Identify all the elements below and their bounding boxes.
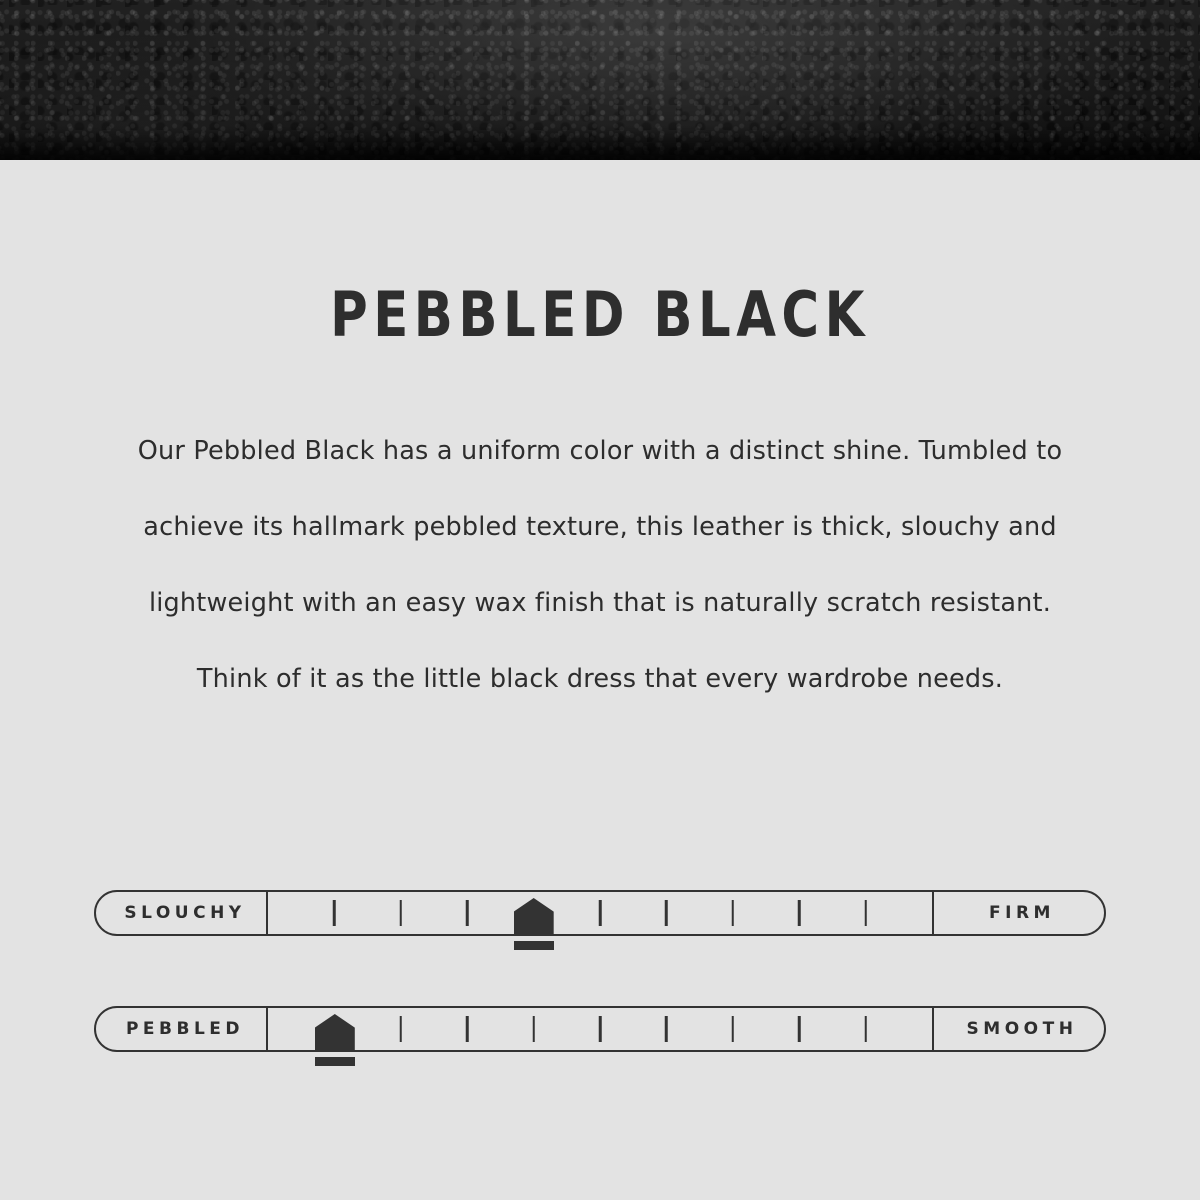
scale-tick [466,900,469,926]
scale-texture-ticks [268,1008,932,1050]
description-line-4: Think of it as the little black dress that every wardrobe needs. [196,664,1004,694]
scale-firmness-right-label: FIRM [932,892,1104,934]
scale-tick [333,1016,336,1042]
scale-tick [864,1016,867,1042]
scale-tick [466,1016,469,1042]
leather-bottom-shadow [0,126,1200,160]
scale-texture-right-label: SMOOTH [932,1008,1104,1050]
scale-tick [665,1016,668,1042]
scale-firmness-ticks [268,892,932,934]
scale-firmness-left-label: SLOUCHY [96,892,268,934]
scale-tick [532,1016,535,1042]
scale-tick [400,1016,403,1042]
scale-texture-track[interactable] [94,1006,1106,1052]
product-description [120,413,1080,717]
scale-texture [94,1006,1106,1058]
scale-tick [798,900,801,926]
attribute-scales [0,890,1200,1058]
description-line-3: lightweight with an easy wax finish that is naturally scratch resistant. [148,588,1052,618]
scale-tick [599,1016,602,1042]
scale-firmness-track[interactable] [94,890,1106,936]
scale-tick [665,900,668,926]
scale-tick [732,900,735,926]
page-title: PEBBLED BLACK [330,278,870,351]
marker-bar-icon [514,941,554,950]
scale-tick [599,900,602,926]
leather-swatch-image [0,0,1200,160]
marker-bar-icon [315,1057,355,1066]
scale-texture-left-label: PEBBLED [96,1008,268,1050]
scale-tick [864,900,867,926]
scale-firmness [94,890,1106,942]
description-line-2: achieve its hallmark pebbled texture, this leather is thick, slouchy and [143,512,1057,542]
scale-tick [333,900,336,926]
description-line-1: Our Pebbled Black has a uniform color with a distinct shine. Tumbled to [137,436,1063,466]
scale-tick [798,1016,801,1042]
scale-tick [532,900,535,926]
scale-tick [732,1016,735,1042]
scale-tick [400,900,403,926]
